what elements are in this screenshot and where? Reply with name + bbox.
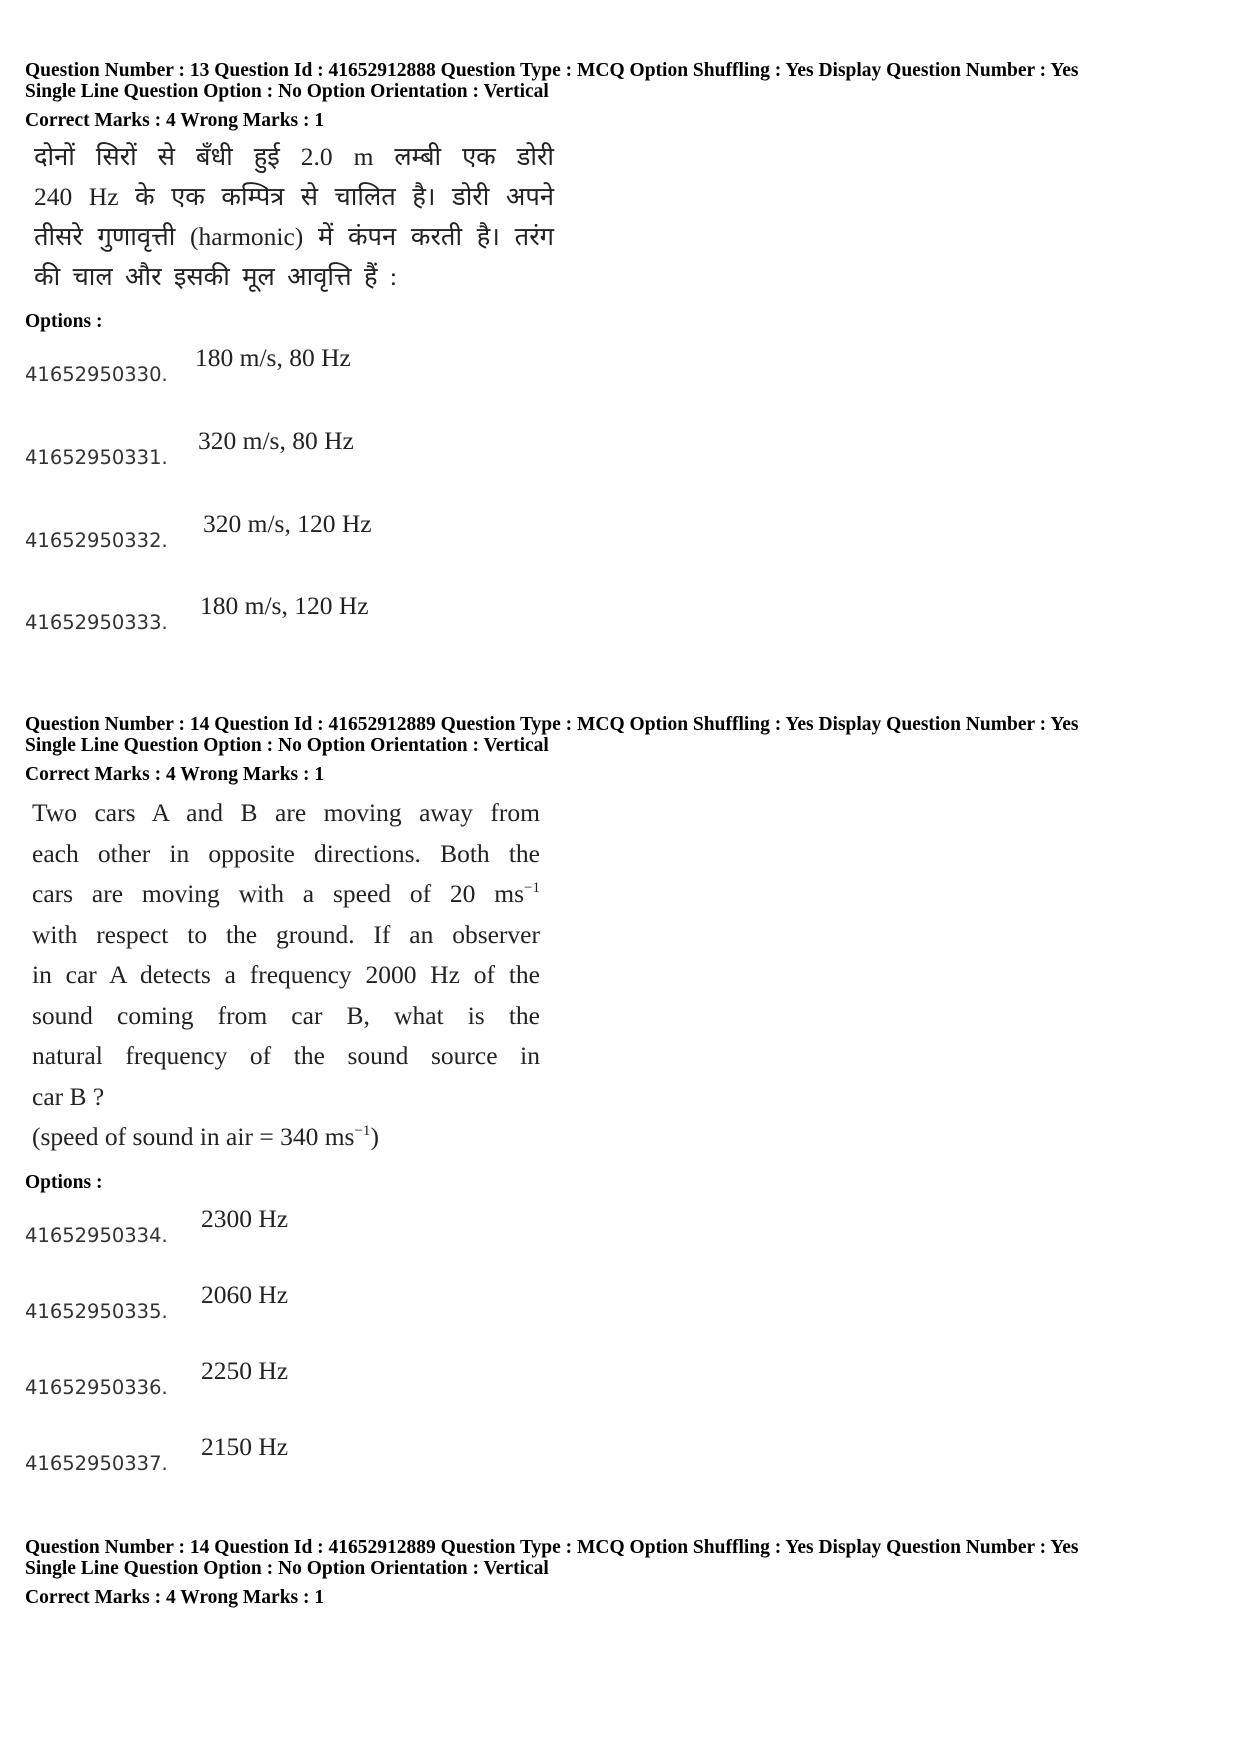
options-label: Options : <box>25 1171 103 1193</box>
options-list <box>25 1204 1215 1524</box>
options-label: Options : <box>25 311 103 332</box>
close-paren: ) <box>370 1122 379 1151</box>
option-id: 41652950333. <box>25 611 168 634</box>
question-text-line: car B ? <box>32 1081 105 1111</box>
question-text-line: each other in opposite directions. Both the <box>32 838 540 868</box>
option-id: 41652950330. <box>25 363 168 386</box>
question-meta-line-2: Single Line Question Option : No Option Orientation : Vertical <box>25 735 549 756</box>
unit-exponent: −1 <box>524 880 540 896</box>
question-text-fragment: (speed of sound in air = 340 ms <box>32 1122 355 1151</box>
option-text: 180 m/s, 80 Hz <box>195 343 351 372</box>
option-text: 2150 Hz <box>201 1431 289 1461</box>
question-text-fragment: cars are moving with a speed of 20 ms <box>32 879 525 908</box>
question-text-line: की चाल और इसकी मूल आवृत्ति हैं : <box>34 262 397 291</box>
question-text-line: दोनों सिरों से बँधी हुई 2.0 m लम्बी एक डोरी <box>34 142 554 171</box>
options-list <box>25 343 1215 663</box>
question-text-line: in car A detects a frequency 2000 Hz of the <box>32 960 540 989</box>
question-text-line: sound coming from car B, what is the <box>32 1000 540 1030</box>
question-text-line: natural frequency of the sound source in <box>32 1041 540 1070</box>
question-meta-line-1: Question Number : 14 Question Id : 41652912889 Question Type : MCQ Option Shuffling : Yes Display Question Number : Yes <box>25 1537 1079 1558</box>
question-text-line: Two cars A and B are moving away from <box>32 798 540 827</box>
question-meta-line-1: Question Number : 13 Question Id : 41652912888 Question Type : MCQ Option Shuffling : Yes Display Question Number : Yes <box>25 60 1079 81</box>
marks-line: Correct Marks : 4 Wrong Marks : 1 <box>25 764 325 785</box>
marks-line: Correct Marks : 4 Wrong Marks : 1 <box>25 110 325 131</box>
unit-exponent: −1 <box>354 1123 371 1139</box>
question-block-13 <box>25 60 1215 663</box>
question-text <box>34 137 554 297</box>
question-meta-line-2: Single Line Question Option : No Option Orientation : Vertical <box>25 81 549 102</box>
option-id: 41652950336. <box>25 1375 168 1399</box>
option-id: 41652950334. <box>25 1223 168 1247</box>
question-meta-line-1: Question Number : 14 Question Id : 41652912889 Question Type : MCQ Option Shuffling : Yes Display Question Number : Yes <box>25 714 1079 735</box>
option-id: 41652950331. <box>25 446 168 469</box>
question-text-line <box>32 1117 540 1158</box>
option-id: 41652950332. <box>25 529 168 552</box>
option-text: 2300 Hz <box>201 1203 289 1233</box>
option-text: 2060 Hz <box>201 1279 289 1309</box>
question-text-line: तीसरे गुणावृत्ती (harmonic) में कंपन करती है। तरंग <box>34 222 554 251</box>
question-block-14 <box>25 714 1215 1524</box>
option-text: 2250 Hz <box>201 1355 289 1385</box>
question-text-line: 240 Hz के एक कम्पित्र से चालित है। डोरी अपने <box>34 182 554 211</box>
option-id: 41652950337. <box>25 1451 168 1475</box>
option-text: 180 m/s, 120 Hz <box>200 591 369 620</box>
option-text: 320 m/s, 80 Hz <box>198 426 354 455</box>
question-text-line: with respect to the ground. If an observer <box>32 919 540 949</box>
question-text <box>32 793 540 1158</box>
question-text-line <box>32 874 540 915</box>
question-block-14-repeat <box>25 1537 1215 1608</box>
option-text: 320 m/s, 120 Hz <box>203 509 372 538</box>
option-id: 41652950335. <box>25 1299 168 1323</box>
question-meta-line-2: Single Line Question Option : No Option Orientation : Vertical <box>25 1558 549 1579</box>
marks-line: Correct Marks : 4 Wrong Marks : 1 <box>25 1587 325 1608</box>
